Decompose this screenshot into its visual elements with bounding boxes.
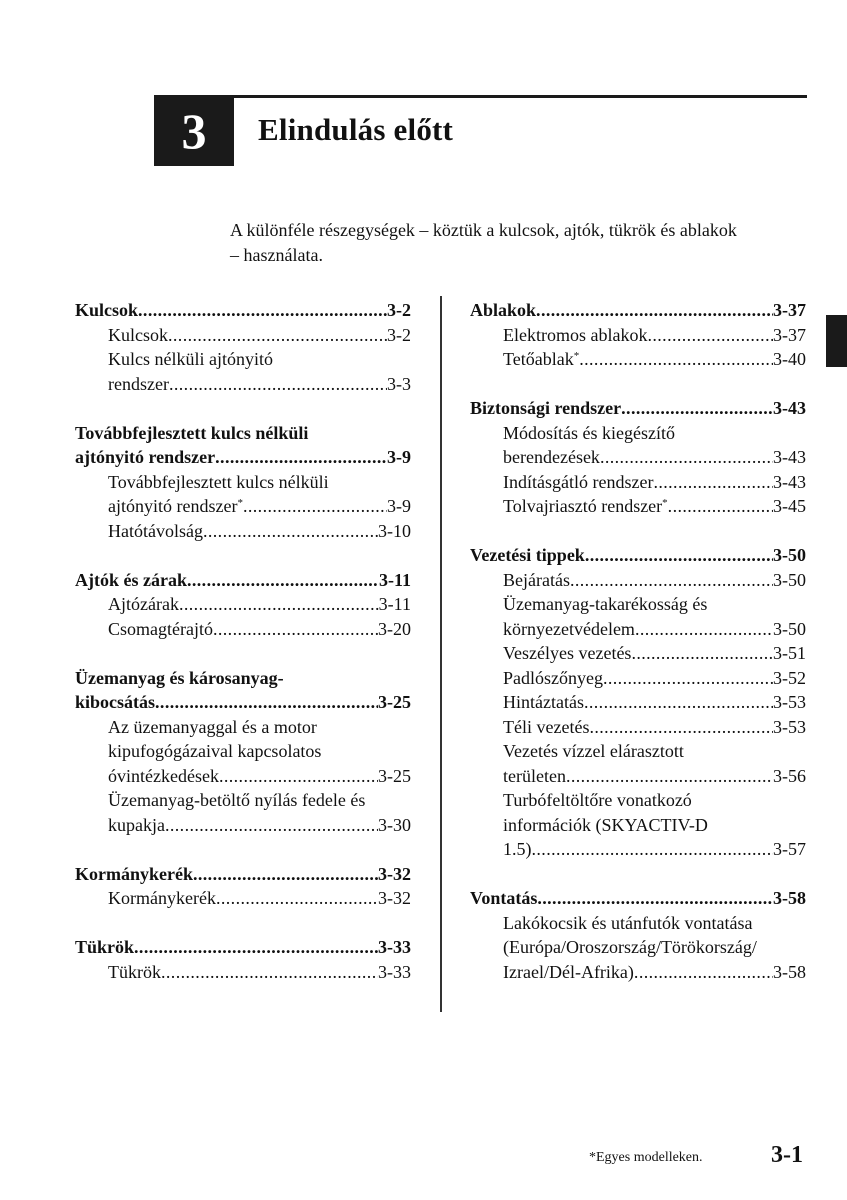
toc-entry-text: Üzemanyag-takarékosság és: [503, 594, 708, 614]
toc-section-vezetesi-tippek: [470, 543, 806, 862]
toc-entry-kornyezetvedelem[interactable]: környezetvédelem ..... 3-50: [470, 617, 806, 642]
toc-entry-tukrok-sub[interactable]: Tükrök ..... 3-33: [75, 960, 411, 985]
toc-entry-utanfutok[interactable]: Izrael/Dél-Afrika) ..... 3-58: [470, 960, 806, 985]
toc-section-uzemanyag: [75, 666, 411, 838]
toc-entry-bejaratas[interactable]: Bejáratás ..... 3-50: [470, 568, 806, 593]
toc-entry-text: Továbbfejlesztett kulcs nélküli: [75, 422, 309, 443]
toc-entry-hintaztatas[interactable]: Hintáztatás ..... 3-53: [470, 690, 806, 715]
toc-entry-kulcsok[interactable]: Kulcsok ..... 3-2: [75, 298, 411, 323]
intro-line-1: A különféle részegységek – köztük a kulcsok, ajtók, tükrök és ablakok: [230, 220, 737, 240]
toc-entry-text: Üzemanyag-betöltő nyílás fedele és: [108, 790, 366, 810]
toc-section-tukrok: [75, 935, 411, 984]
toc-left-column: [75, 298, 411, 1009]
chapter-number: 3: [181, 103, 207, 159]
toc-section-ajtok: [75, 568, 411, 642]
toc-entry-vezetesi-tippek[interactable]: Vezetési tippek ..... 3-50: [470, 543, 806, 568]
toc-entry-tolvajriaszto[interactable]: Tolvajriasztó rendszer* ..... 3-45: [470, 494, 806, 519]
toc-entry-text: Vezetés vízzel elárasztott: [503, 741, 684, 761]
toc-entry-tovabbfejlesztett-sub[interactable]: ajtónyitó rendszer* ..... 3-9: [75, 494, 411, 519]
toc-entry-text: Továbbfejlesztett kulcs nélküli: [108, 471, 329, 492]
chapter-side-tab: [826, 315, 847, 367]
toc-entry-text: Kulcs nélküli ajtónyitó: [108, 349, 273, 369]
toc-entry-text: Az üzemanyaggal és a motor: [108, 716, 317, 737]
toc-entry-ovintezkedesek[interactable]: óvintézkedések ..... 3-25: [75, 764, 411, 789]
toc-entry-kulcs-nelkuli[interactable]: rendszer ..... 3-3: [75, 372, 411, 397]
title-rule: [154, 95, 807, 98]
toc-entry-kupakja[interactable]: kupakja ..... 3-30: [75, 813, 411, 838]
toc-entry-padloszonyeg[interactable]: Padlószőnyeg ..... 3-52: [470, 666, 806, 691]
toc-entry-kormanykerek[interactable]: Kormánykerék ..... 3-32: [75, 862, 411, 887]
toc-entry-veszelyes-vezetes[interactable]: Veszélyes vezetés ..... 3-51: [470, 641, 806, 666]
toc-entry-kulcsok-sub[interactable]: Kulcsok ..... 3-2: [75, 323, 411, 348]
chapter-intro: [230, 218, 810, 268]
toc-entry-tetoablak[interactable]: Tetőablak* ..... 3-40: [470, 347, 806, 372]
toc-entry-tovabbfejlesztett[interactable]: ajtónyitó rendszer ..... 3-9: [75, 445, 411, 470]
asterisk-mark: *: [237, 497, 243, 509]
toc-entry-vontatas[interactable]: Vontatás ..... 3-58: [470, 886, 806, 911]
toc-entry-text: információk (SKYACTIV-D: [503, 814, 708, 835]
toc-right-column: [470, 298, 806, 1009]
toc-entry-text: Üzemanyag és károsanyag-: [75, 667, 284, 688]
toc-section-biztonsagi: [470, 396, 806, 519]
toc-entry-kormanykerek-sub[interactable]: Kormánykerék ..... 3-32: [75, 886, 411, 911]
asterisk-mark: *: [573, 350, 580, 362]
toc-entry-csomagterajto[interactable]: Csomagtérajtó ..... 3-20: [75, 617, 411, 642]
toc-entry-ajtok[interactable]: Ajtók és zárak ..... 3-11: [75, 568, 411, 593]
toc-entry-inditasgatlo[interactable]: Indításgátló rendszer ..... 3-43: [470, 470, 806, 495]
toc-entry-turbofeltolto[interactable]: 1.5) ..... 3-57: [470, 837, 806, 862]
intro-line-2: – használata.: [230, 245, 323, 265]
toc-entry-vizzel-elarasztott[interactable]: területen ..... 3-56: [470, 764, 806, 789]
page-number: 3-1: [771, 1142, 803, 1168]
toc-section-kormanykerek: [75, 862, 411, 911]
asterisk-mark: *: [662, 497, 668, 509]
toc-section-ablakok: [470, 298, 806, 372]
toc-entry-ablakok[interactable]: Ablakok ..... 3-37: [470, 298, 806, 323]
column-divider: [440, 296, 442, 1012]
toc-entry-hatotavolsag[interactable]: Hatótávolság ..... 3-10: [75, 519, 411, 544]
toc-entry-elektromos-ablakok[interactable]: Elektromos ablakok ..... 3-37: [470, 323, 806, 348]
toc-entry-text: (Európa/Oroszország/Törökország/: [503, 937, 757, 957]
toc-entry-text: Lakókocsik és utánfutók vontatása: [503, 912, 753, 933]
toc-entry-biztonsagi-rendszer[interactable]: Biztonsági rendszer ..... 3-43: [470, 396, 806, 421]
chapter-title: Elindulás előtt: [258, 112, 454, 147]
toc-entry-text: Turbófeltöltőre vonatkozó: [503, 790, 692, 810]
toc-entry-text: Módosítás és kiegészítő: [503, 422, 675, 443]
chapter-number-box: [154, 96, 234, 166]
toc-entry-tukrok[interactable]: Tükrök ..... 3-33: [75, 935, 411, 960]
toc-entry-berendezesek[interactable]: berendezések ..... 3-43: [470, 445, 806, 470]
footnote: *Egyes modelleken.: [589, 1150, 703, 1165]
toc-entry-kibocsatas[interactable]: kibocsátás ..... 3-25: [75, 690, 411, 715]
toc-entry-teli-vezetes[interactable]: Téli vezetés ..... 3-53: [470, 715, 806, 740]
toc-entry-ajtozarak[interactable]: Ajtózárak ..... 3-11: [75, 592, 411, 617]
toc-section-tovabbfejlesztett: [75, 421, 411, 544]
toc-entry-text: kipufogógázaival kapcsolatos: [108, 741, 322, 761]
toc-section-kulcsok: [75, 298, 411, 396]
toc-section-vontatas: [470, 886, 806, 984]
